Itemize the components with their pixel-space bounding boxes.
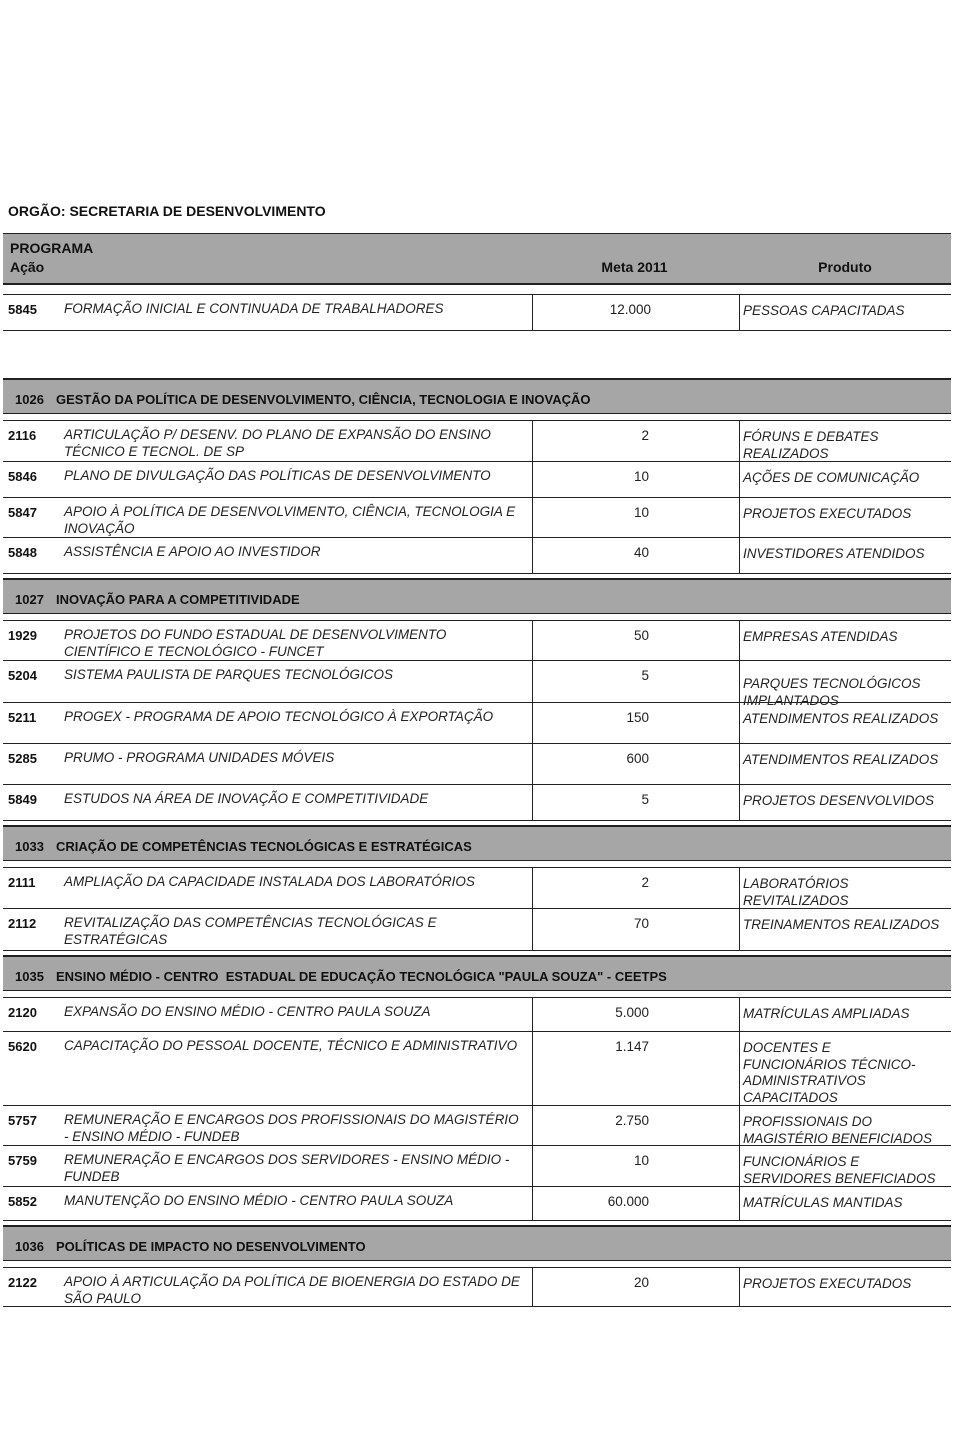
acao-code: 2111: [8, 875, 36, 890]
produto-value: ATENDIMENTOS REALIZADOS: [743, 711, 939, 726]
table-row: [3, 498, 951, 538]
acao-code: 5848: [8, 545, 37, 560]
acao-code: 1929: [8, 628, 37, 643]
acao-description: REVITALIZAÇÃO DAS COMPETÊNCIAS TECNOLÓGICAS E ESTRATÉGICAS: [64, 915, 437, 947]
acao-description: REMUNERAÇÃO E ENCARGOS DOS SERVIDORES - ENSINO MÉDIO - FUNDEB: [64, 1152, 510, 1184]
meta-cell: [532, 1187, 740, 1220]
acao-code: 5757: [8, 1113, 37, 1128]
meta-value: 10: [633, 505, 649, 520]
table-row: [3, 462, 951, 498]
meta-value: 5: [641, 668, 649, 683]
meta-cell: [532, 538, 740, 573]
produto-value: PROJETOS EXECUTADOS: [743, 506, 912, 521]
acao-description: FORMAÇÃO INICIAL E CONTINUADA DE TRABALHADORES: [64, 301, 444, 316]
table-row: [3, 538, 951, 574]
acao-description: PROGEX - PROGRAMA DE APOIO TECNOLÓGICO À EXPORTAÇÃO: [64, 709, 494, 724]
meta-value: 12.000: [609, 302, 651, 317]
acao-code: 2116: [8, 428, 37, 443]
acao-code: 5204: [8, 668, 37, 683]
program-header-1027: [3, 578, 951, 614]
table-row: [3, 909, 951, 951]
program-title: INOVAÇÃO PARA A COMPETITIVIDADE: [56, 592, 300, 607]
meta-cell: [532, 462, 740, 497]
acao-description: ESTUDOS NA ÁREA DE INOVAÇÃO E COMPETITIVIDADE: [64, 791, 429, 806]
acao-description: CAPACITAÇÃO DO PESSOAL DOCENTE, TÉCNICO E ADMINISTRATIVO: [64, 1038, 518, 1053]
meta-value: 5: [641, 792, 649, 807]
program-header-1033: [3, 825, 951, 861]
meta-value: 600: [626, 751, 649, 766]
meta-cell: [532, 909, 740, 950]
produto-value: PESSOAS CAPACITADAS: [743, 303, 905, 318]
produto-value: PROFISSIONAIS DO MAGISTÉRIO BENEFICIADOS: [743, 1114, 933, 1146]
meta-value: 40: [633, 545, 649, 560]
acao-description: PRUMO - PROGRAMA UNIDADES MÓVEIS: [64, 750, 335, 765]
produto-value: FUNCIONÁRIOS E SERVIDORES BENEFICIADOS: [743, 1154, 936, 1186]
table-row: [3, 867, 951, 909]
table-header: [3, 233, 951, 285]
produto-value: DOCENTES E FUNCIONÁRIOS TÉCNICO-ADMINISTRATIVOS CAPACITADOS: [743, 1040, 916, 1105]
meta-value: 1.147: [615, 1039, 649, 1054]
produto-value: MATRÍCULAS MANTIDAS: [743, 1195, 903, 1210]
acao-code: 5285: [8, 751, 37, 766]
meta-value: 20: [633, 1275, 649, 1290]
produto-value: LABORATÓRIOS REVITALIZADOS: [743, 876, 849, 908]
acao-code: 5852: [8, 1194, 37, 1209]
produto-value: PARQUES TECNOLÓGICOS IMPLANTADOS: [743, 676, 921, 708]
meta-cell: [532, 744, 740, 784]
program-header-1026: [3, 378, 951, 414]
meta-value: 150: [626, 710, 649, 725]
produto-value: ATENDIMENTOS REALIZADOS: [743, 752, 939, 767]
program-title: GESTÃO DA POLÍTICA DE DESENVOLVIMENTO, CIÊNCIA, TECNOLOGIA E INOVAÇÃO: [56, 392, 591, 407]
meta-cell: [532, 703, 740, 743]
meta-cell: [532, 295, 740, 330]
program-title: CRIAÇÃO DE COMPETÊNCIAS TECNOLÓGICAS E ESTRATÉGICAS: [56, 839, 472, 854]
acao-description: AMPLIAÇÃO DA CAPACIDADE INSTALADA DOS LABORATÓRIOS: [64, 874, 475, 889]
meta-cell: [532, 1268, 740, 1306]
header-acao: Ação: [10, 259, 45, 275]
produto-value: INVESTIDORES ATENDIDOS: [743, 546, 925, 561]
meta-value: 70: [633, 916, 649, 931]
acao-code: 5211: [8, 710, 37, 725]
acao-code: 5620: [8, 1039, 37, 1054]
meta-cell: [532, 661, 740, 702]
meta-cell: [532, 621, 740, 660]
meta-cell: [532, 1106, 740, 1145]
program-code: 1035: [15, 969, 44, 984]
acao-description: APOIO À ARTICULAÇÃO DA POLÍTICA DE BIOENERGIA DO ESTADO DE SÃO PAULO: [64, 1274, 520, 1306]
program-header-1035: [3, 955, 951, 991]
acao-code: 5847: [8, 505, 37, 520]
acao-code: 5849: [8, 792, 37, 807]
acao-description: PROJETOS DO FUNDO ESTADUAL DE DESENVOLVIMENTO CIENTÍFICO E TECNOLÓGICO - FUNCET: [64, 627, 447, 659]
acao-code: 2120: [8, 1005, 37, 1020]
table-row: [3, 997, 951, 1032]
acao-description: APOIO À POLÍTICA DE DESENVOLVIMENTO, CIÊNCIA, TECNOLOGIA E INOVAÇÃO: [64, 504, 516, 536]
table-row: [3, 620, 951, 661]
acao-description: MANUTENÇÃO DO ENSINO MÉDIO - CENTRO PAULA SOUZA: [64, 1193, 454, 1208]
table-row: [3, 785, 951, 821]
meta-cell: [532, 1146, 740, 1186]
table-row: [3, 420, 951, 462]
table-row: [3, 1187, 951, 1221]
table-row: [3, 1032, 951, 1106]
meta-cell: [532, 498, 740, 537]
table-row: [3, 1267, 951, 1307]
header-programa: PROGRAMA: [10, 240, 94, 256]
orgao-title: ORGÃO: SECRETARIA DE DESENVOLVIMENTO: [8, 203, 326, 219]
meta-value: 10: [633, 1153, 649, 1168]
meta-value: 5.000: [615, 1005, 649, 1020]
table-row: [3, 661, 951, 708]
acao-code: 2122: [8, 1275, 37, 1290]
meta-value: 10: [633, 469, 649, 484]
acao-description: REMUNERAÇÃO E ENCARGOS DOS PROFISSIONAIS DO MAGISTÉRIO - ENSINO MÉDIO - FUNDEB: [64, 1112, 519, 1144]
produto-value: TREINAMENTOS REALIZADOS: [743, 917, 940, 932]
meta-cell: [532, 998, 740, 1031]
produto-value: FÓRUNS E DEBATES REALIZADOS: [743, 429, 879, 461]
produto-value: PROJETOS EXECUTADOS: [743, 1276, 912, 1291]
acao-description: EXPANSÃO DO ENSINO MÉDIO - CENTRO PAULA SOUZA: [64, 1004, 431, 1019]
produto-value: EMPRESAS ATENDIDAS: [743, 629, 898, 644]
acao-description: SISTEMA PAULISTA DE PARQUES TECNOLÓGICOS: [64, 667, 394, 682]
acao-code: 5845: [8, 302, 37, 317]
table-row: [3, 294, 951, 331]
program-code: 1033: [15, 839, 44, 854]
header-meta: Meta 2011: [601, 259, 668, 275]
table-row: [3, 1146, 951, 1187]
program-title: ENSINO MÉDIO - CENTRO ESTADUAL DE EDUCAÇÃO TECNOLÓGICA "PAULA SOUZA" - CEETPS: [56, 969, 667, 984]
acao-description: ASSISTÊNCIA E APOIO AO INVESTIDOR: [64, 544, 321, 559]
table-row: [3, 744, 951, 785]
program-title: POLÍTICAS DE IMPACTO NO DESENVOLVIMENTO: [56, 1239, 366, 1254]
acao-code: 5846: [8, 469, 37, 484]
program-code: 1027: [15, 592, 44, 607]
meta-value: 2.750: [615, 1113, 649, 1128]
produto-value: MATRÍCULAS AMPLIADAS: [743, 1006, 910, 1021]
acao-description: PLANO DE DIVULGAÇÃO DAS POLÍTICAS DE DESENVOLVIMENTO: [64, 468, 491, 483]
program-code: 1026: [15, 392, 44, 407]
meta-value: 2: [641, 428, 649, 443]
program-header-1036: [3, 1225, 951, 1261]
meta-value: 60.000: [607, 1194, 649, 1209]
header-produto: Produto: [818, 259, 872, 275]
meta-cell: [532, 421, 740, 461]
acao-code: 5759: [8, 1153, 37, 1168]
meta-cell: [532, 868, 740, 908]
table-row: [3, 703, 951, 744]
produto-value: AÇÕES DE COMUNICAÇÃO: [743, 470, 920, 485]
produto-value: PROJETOS DESENVOLVIDOS: [743, 793, 935, 808]
meta-value: 50: [633, 628, 649, 643]
acao-description: ARTICULAÇÃO P/ DESENV. DO PLANO DE EXPANSÃO DO ENSINO TÉCNICO E TECNOL. DE SP: [64, 427, 491, 459]
program-code: 1036: [15, 1239, 44, 1254]
meta-cell: [532, 785, 740, 820]
table-row: [3, 1106, 951, 1146]
acao-code: 2112: [8, 916, 37, 931]
meta-cell: [532, 1032, 740, 1105]
meta-value: 2: [641, 875, 649, 890]
